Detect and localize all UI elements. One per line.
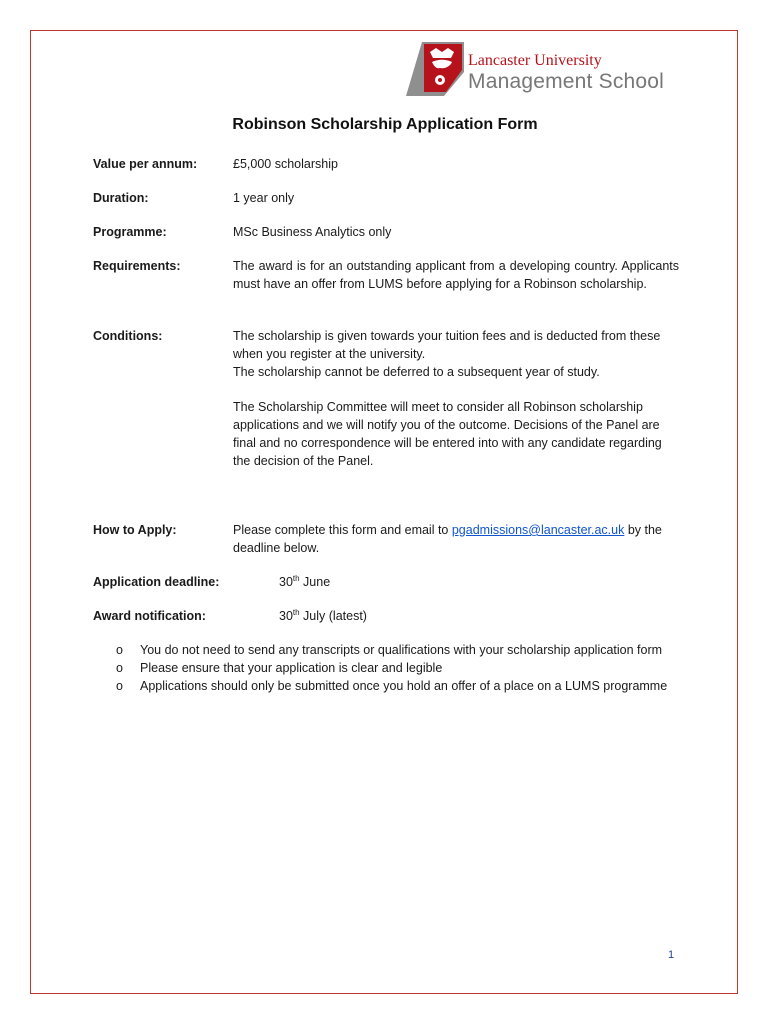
- page-title: Robinson Scholarship Application Form: [232, 116, 538, 133]
- how-to-apply-text: Please complete this form and email to: [233, 523, 452, 537]
- logo-school-name: Management School: [468, 70, 665, 93]
- award-notification-label: Award notification:: [93, 609, 206, 623]
- page-border: [30, 30, 738, 994]
- how-to-apply-value: [233, 521, 679, 557]
- duration-label: Duration:: [93, 191, 149, 205]
- list-item: [112, 677, 672, 695]
- list-item-text: You do not need to send any transcripts or qualifications with your scholarship application form: [140, 643, 663, 657]
- lancaster-logo: [406, 42, 681, 96]
- bullet-marker: o: [116, 679, 123, 693]
- conditions-label: Conditions:: [93, 329, 163, 343]
- lancaster-crest-icon: [406, 42, 464, 96]
- list-item-text: Please ensure that your application is clear and legible: [140, 661, 443, 675]
- logo-university-name: Lancaster University: [468, 52, 602, 69]
- conditions-paragraph-1: The scholarship is given towards your tuition fees and is deducted from these when you register at the university.: [233, 329, 661, 361]
- bullet-marker: o: [116, 661, 123, 675]
- notes-list: [112, 641, 672, 695]
- programme-value: MSc Business Analytics only: [233, 225, 392, 239]
- deadline-suffix: th: [292, 573, 300, 583]
- application-deadline-label: Application deadline:: [93, 575, 220, 589]
- award-notification-value: [279, 607, 367, 625]
- requirements-label: Requirements:: [93, 259, 181, 273]
- conditions-value: [233, 327, 679, 470]
- list-item: [112, 659, 672, 677]
- requirements-value: The award is for an outstanding applicant from a developing country. Applicants must have an offer from LUMS before applying for a Robinson scholarship.: [233, 259, 679, 291]
- how-to-apply-label: How to Apply:: [93, 523, 177, 537]
- how-to-apply-text-end: by the deadline below.: [233, 523, 662, 555]
- list-item-text: Applications should only be submitted once you hold an offer of a place on a LUMS programme: [140, 679, 668, 693]
- conditions-paragraph-2: The Scholarship Committee will meet to consider all Robinson scholarship applications and we will notify you of the outcome. Decisions of the Panel are final and no correspondence will be entered into with any candidate regarding the decision of the Panel.: [233, 400, 662, 468]
- conditions-paragraph-1b: The scholarship cannot be deferred to a subsequent year of study.: [233, 365, 600, 379]
- notification-suffix: th: [292, 607, 300, 617]
- application-deadline-value: [279, 573, 330, 591]
- value-per-annum-value: £5,000 scholarship: [233, 157, 338, 171]
- deadline-day: 30: [279, 575, 293, 589]
- deadline-month: June: [299, 575, 331, 589]
- bullet-marker: o: [116, 643, 123, 657]
- programme-label: Programme:: [93, 225, 167, 239]
- notification-month: July (latest): [299, 609, 367, 623]
- duration-value: 1 year only: [233, 191, 295, 205]
- list-item: [112, 641, 672, 659]
- notification-day: 30: [279, 609, 293, 623]
- value-per-annum-label: Value per annum:: [93, 157, 198, 171]
- page-number: 1: [668, 949, 675, 961]
- email-link[interactable]: pgadmissions@lancaster.ac.uk: [451, 523, 625, 537]
